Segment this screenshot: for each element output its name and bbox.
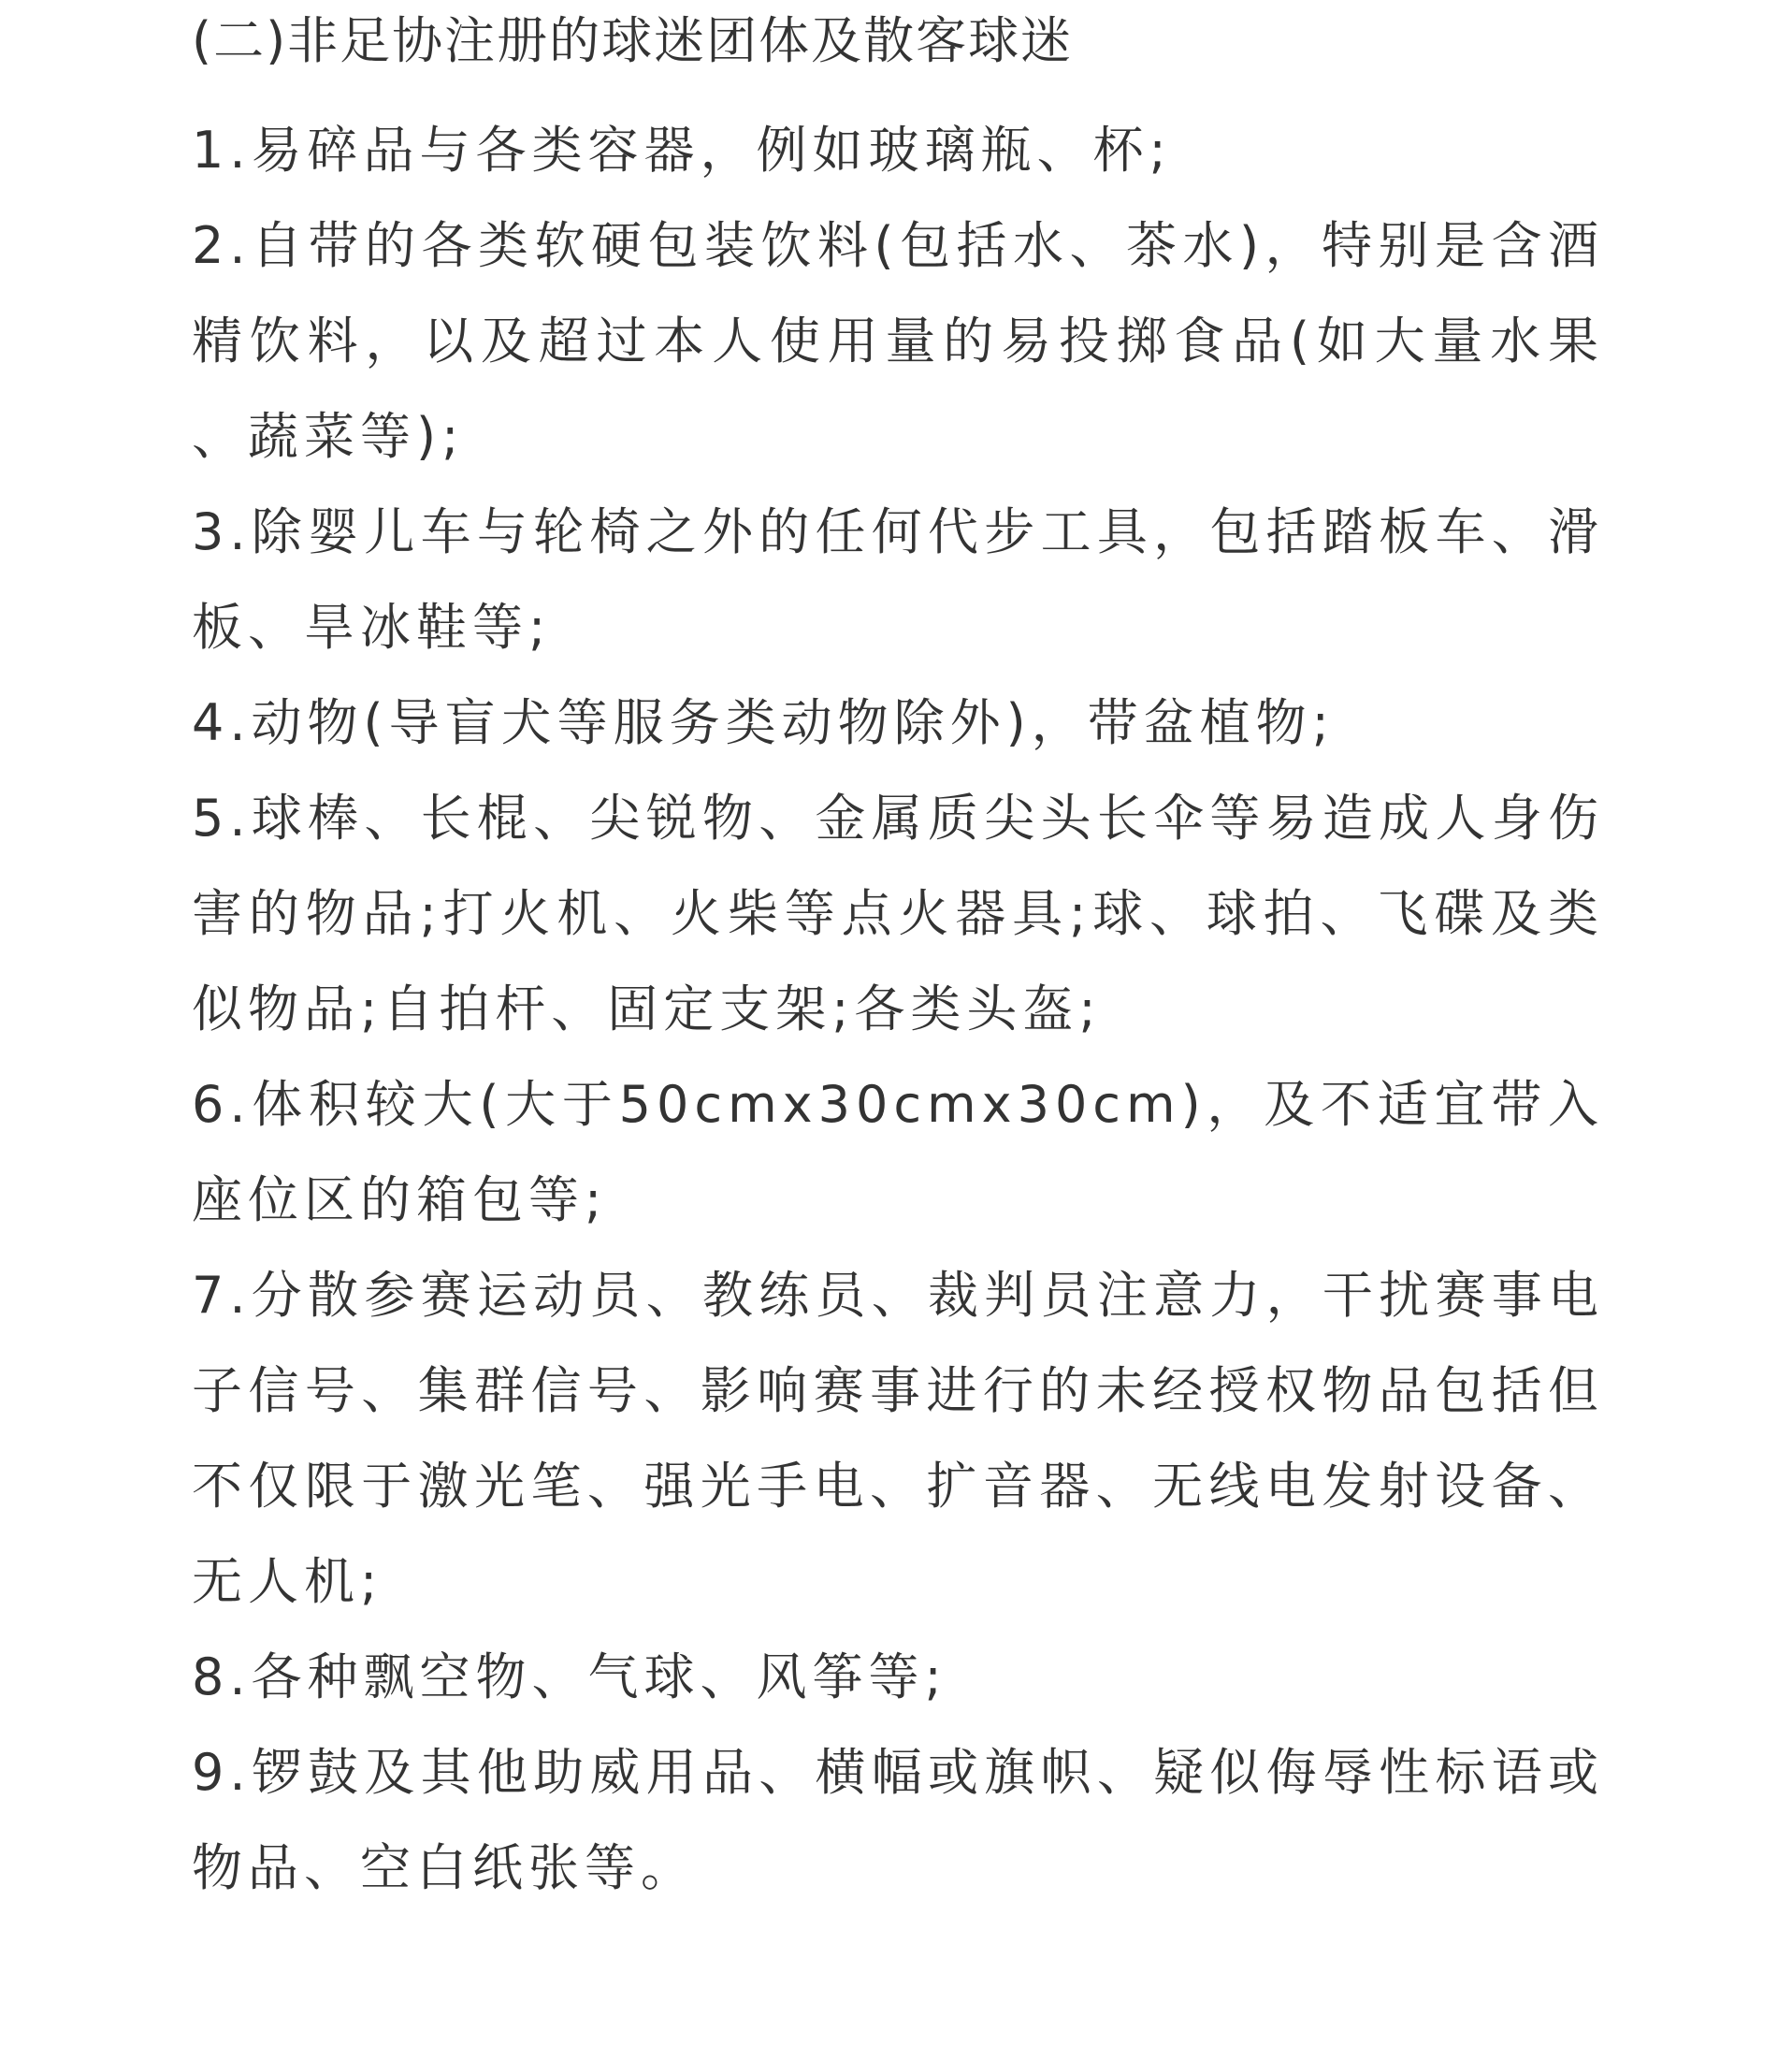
list-item-5: 5.球棒、长棍、尖锐物、金属质尖头长伞等易造成人身伤害的物品;打火机、火柴等点火器具;球、球拍、飞碟及类似物品;自拍杆、固定支架;各类头盔;: [192, 789, 1604, 1038]
section-heading: (二)非足协注册的球迷团体及散客球迷: [192, 11, 1074, 70]
list-item-8: 8.各种飘空物、气球、风筝等;: [192, 1647, 947, 1706]
list-item-7: 7.分散参赛运动员、教练员、裁判员注意力，干扰赛事电子信号、集群信号、影响赛事进行的未经授权物品包括但不仅限于激光笔、强光手电、扩音器、无线电发射设备、无人机;: [192, 1266, 1604, 1611]
document-body: [192, 7, 1604, 1916]
list-item-6: 6.体积较大(大于50cmx30cmx30cm)，及不适宜带入座位区的箱包等;: [192, 1075, 1604, 1229]
list-item-2: 2.自带的各类软硬包装饮料(包括水、茶水)，特别是含酒精饮料，以及超过本人使用量的易投掷食品(如大量水果、蔬菜等);: [192, 216, 1604, 466]
list-item-9: 9.锣鼓及其他助威用品、横幅或旗帜、疑似侮辱性标语或物品、空白纸张等。: [192, 1743, 1604, 1897]
list-item-1: 1.易碎品与各类容器，例如玻璃瓶、杯;: [192, 121, 1172, 180]
list-item-3: 3.除婴儿车与轮椅之外的任何代步工具，包括踏板车、滑板、旱冰鞋等;: [192, 502, 1604, 657]
list-item-4: 4.动物(导盲犬等服务类动物除外)，带盆植物;: [192, 693, 1335, 752]
